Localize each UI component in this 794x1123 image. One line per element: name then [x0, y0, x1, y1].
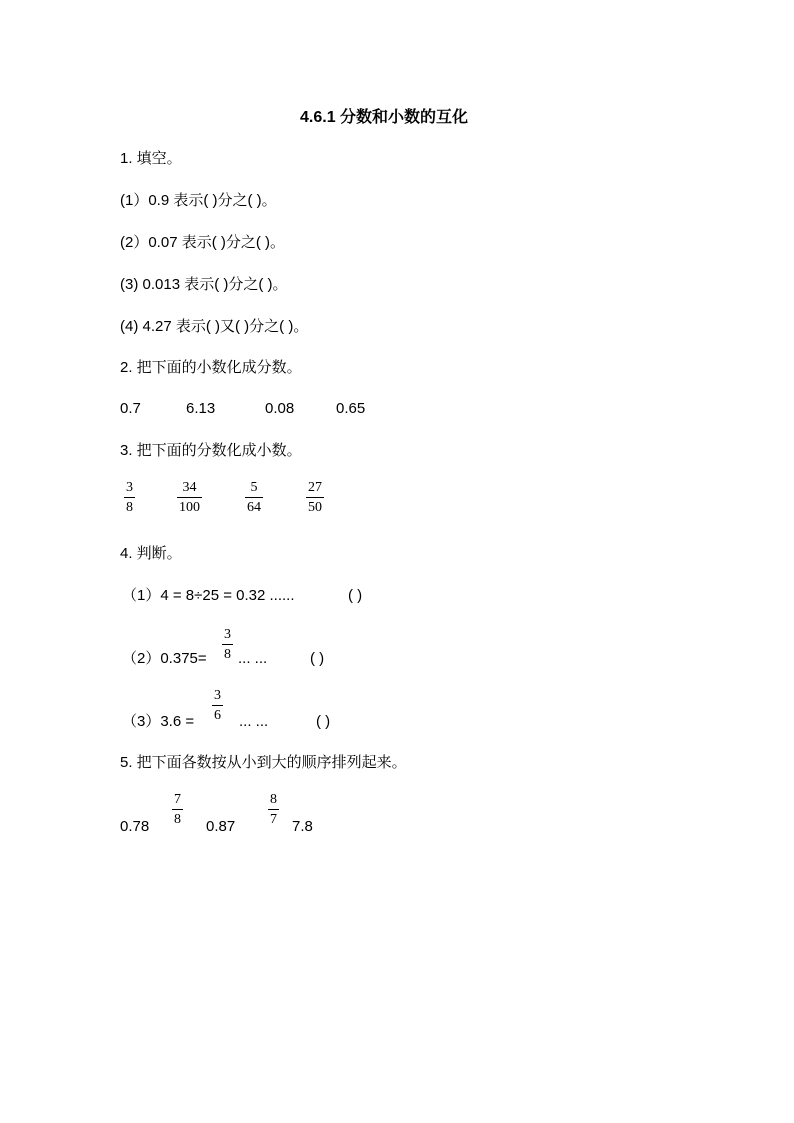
q2-heading: 2. 把下面的小数化成分数。	[120, 359, 302, 376]
q4-item-3-fraction	[212, 689, 223, 723]
q3-fraction-1	[124, 481, 135, 515]
q4-item-1-text: （1）4 = 8÷25 = 0.32 ......	[122, 587, 295, 604]
fraction-numerator: 3	[126, 480, 133, 495]
q1-item-1: (1）0.9 表示( )分之( )。	[120, 192, 277, 209]
fraction-numerator: 3	[214, 688, 221, 703]
q4-item-2-dots: ... ...	[238, 650, 268, 667]
fraction-denominator: 100	[179, 500, 200, 515]
fraction-denominator: 8	[174, 812, 181, 827]
fraction-denominator: 7	[270, 812, 277, 827]
q4-item-3-prefix: （3）3.6 =	[122, 713, 195, 730]
fraction-numerator: 3	[224, 627, 231, 642]
q5-value-2: 0.87	[206, 818, 236, 835]
q4-heading: 4. 判断。	[120, 545, 182, 562]
fraction-numerator: 34	[182, 480, 197, 495]
q4-item-3-answer-paren: ( )	[316, 713, 331, 730]
q1-heading: 1. 填空。	[120, 150, 182, 167]
q3-fraction-4	[306, 481, 324, 515]
fraction-denominator: 8	[224, 647, 231, 662]
q3-fraction-3	[245, 481, 263, 515]
q2-value-2: 6.13	[186, 400, 216, 417]
q4-item-2-fraction	[222, 628, 233, 662]
q4-item-1-answer-paren: ( )	[348, 587, 363, 604]
q2-value-3: 0.08	[265, 400, 295, 417]
q3-fraction-2	[177, 481, 202, 515]
q4-item-3-dots: ... ...	[239, 713, 269, 730]
page-title: 4.6.1 分数和小数的互化	[300, 109, 469, 126]
q3-heading: 3. 把下面的分数化成小数。	[120, 442, 302, 459]
fraction-denominator: 8	[126, 500, 133, 515]
q5-fraction-1	[172, 793, 183, 827]
q5-value-1: 0.78	[120, 818, 150, 835]
q4-item-2-answer-paren: ( )	[310, 650, 325, 667]
fraction-numerator: 7	[174, 792, 181, 807]
q5-value-3: 7.8	[292, 818, 313, 835]
q1-item-3: (3) 0.013 表示( )分之( )。	[120, 276, 288, 293]
fraction-numerator: 8	[270, 792, 277, 807]
fraction-denominator: 6	[214, 708, 221, 723]
fraction-denominator: 64	[247, 500, 261, 515]
q5-heading: 5. 把下面各数按从小到大的顺序排列起来。	[120, 754, 407, 771]
fraction-numerator: 27	[308, 480, 322, 495]
q2-value-4: 0.65	[336, 400, 366, 417]
fraction-denominator: 50	[308, 500, 322, 515]
q4-item-2-prefix: （2）0.375=	[122, 650, 207, 667]
q1-item-2: (2）0.07 表示( )分之( )。	[120, 234, 286, 251]
fraction-numerator: 5	[250, 480, 258, 495]
q1-item-4: (4) 4.27 表示( )又( )分之( )。	[120, 318, 309, 335]
q5-fraction-2	[268, 793, 279, 827]
q2-value-1: 0.7	[120, 400, 141, 417]
